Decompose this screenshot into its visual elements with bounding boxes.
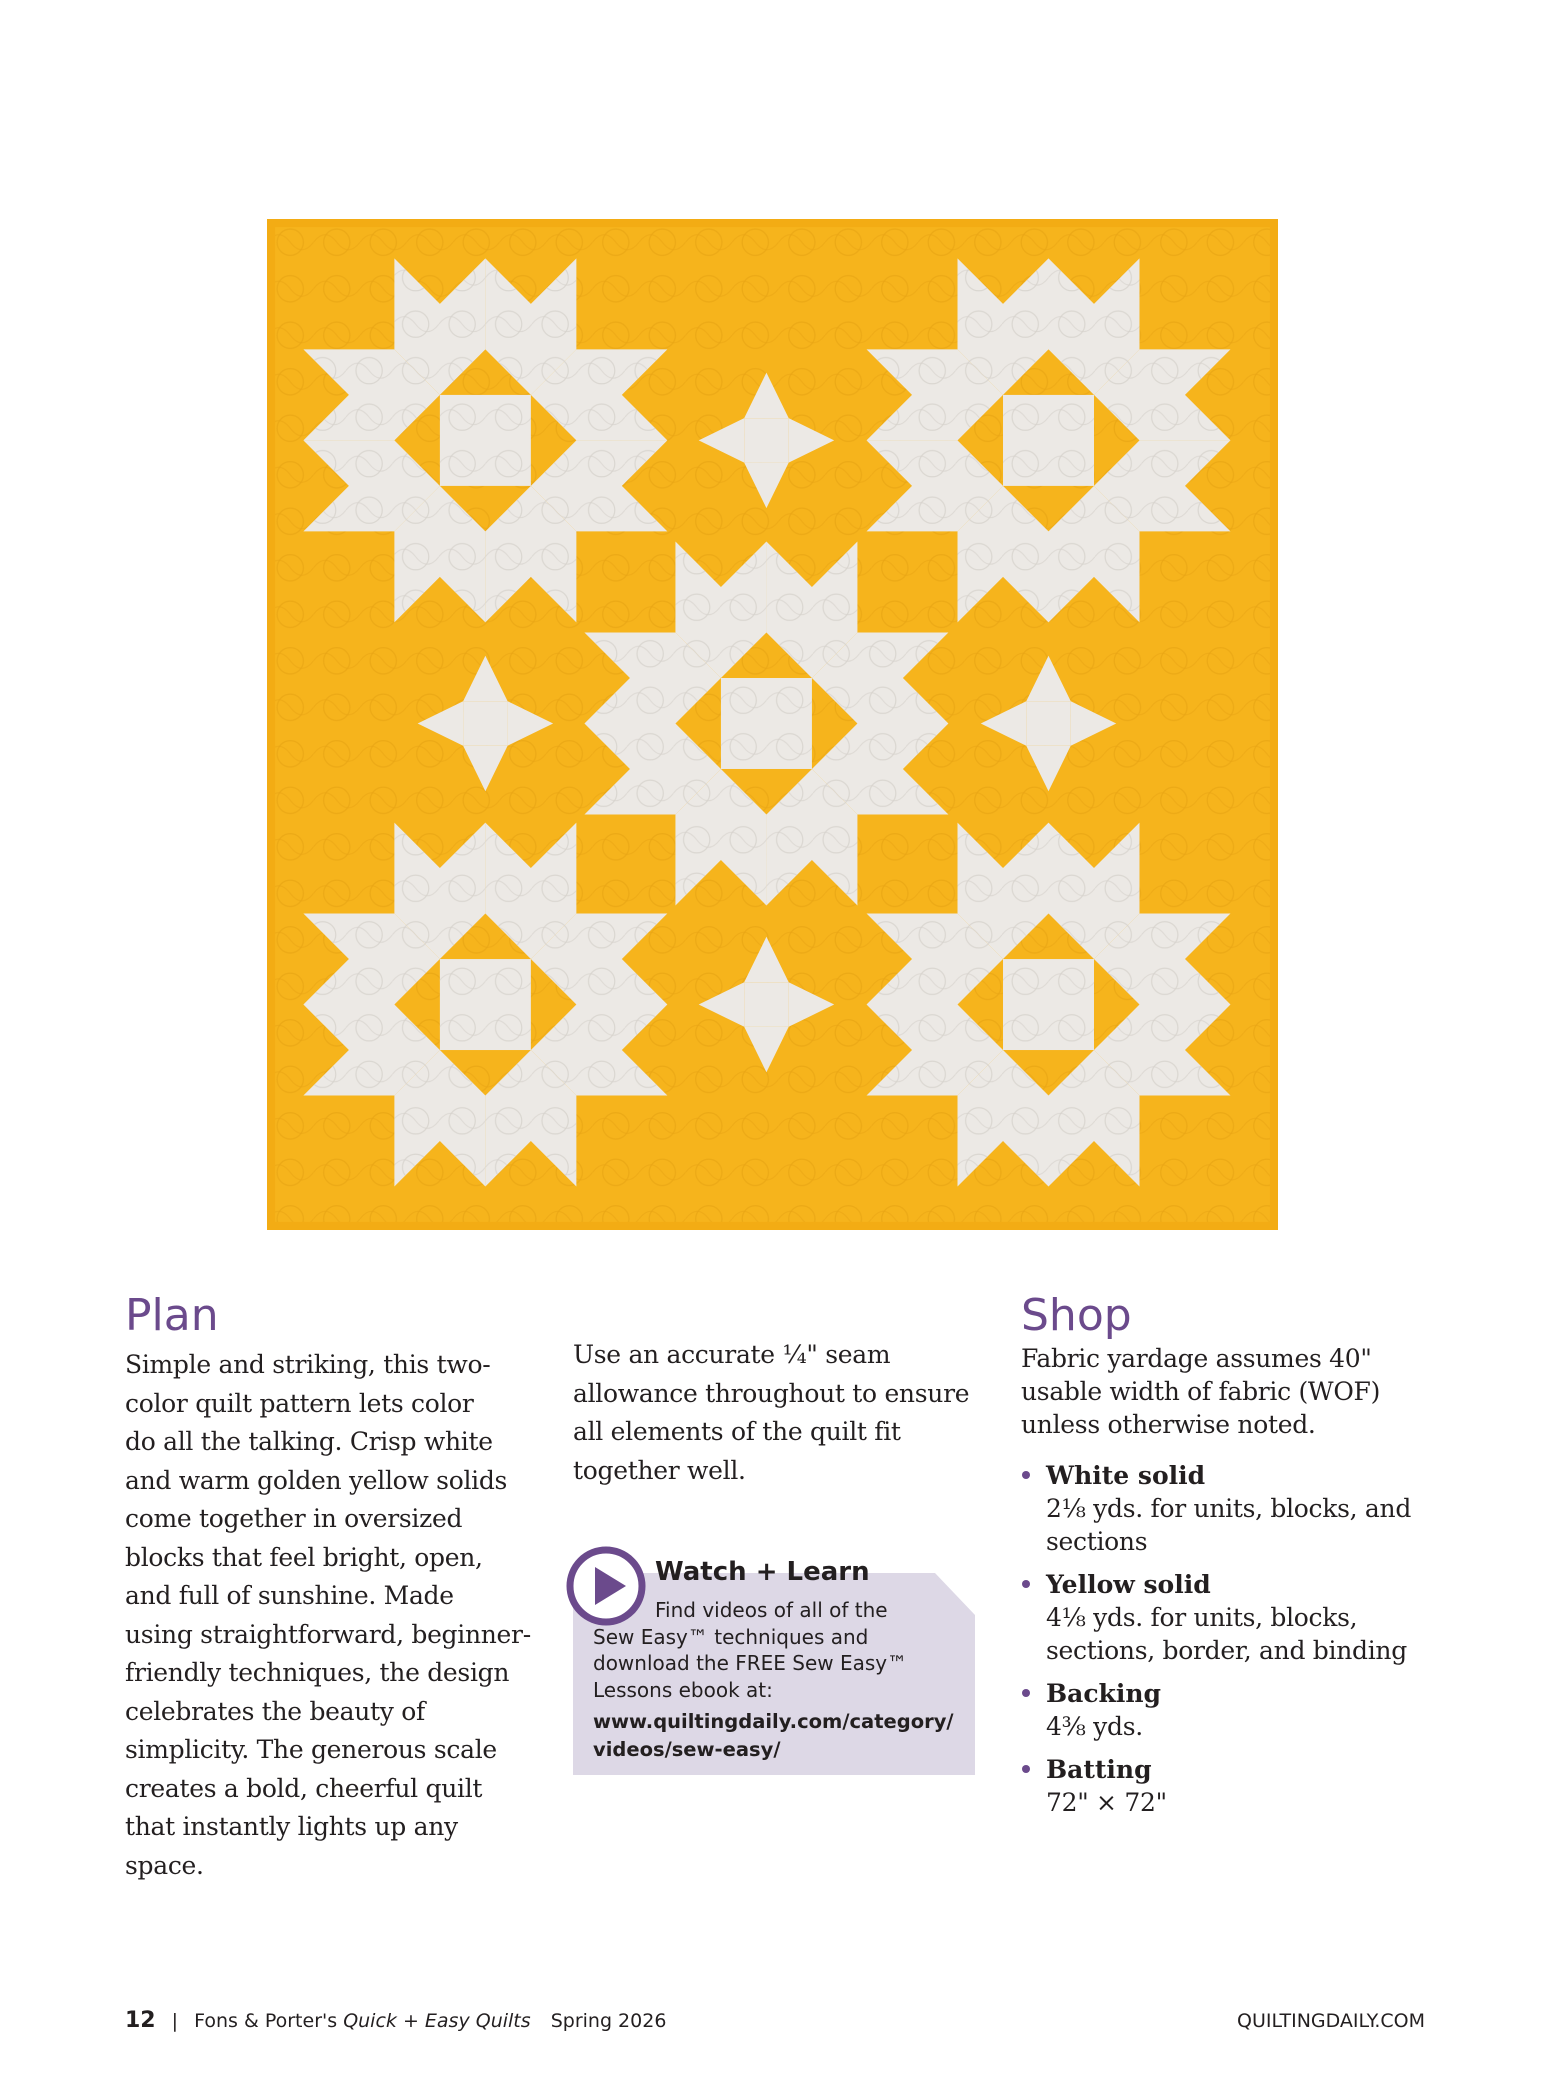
plan-line: color quilt pattern lets color xyxy=(125,1388,474,1418)
watch-learn-box xyxy=(573,1545,975,1775)
watch-text xyxy=(593,1597,963,1703)
seam-line: all elements of the quilt fit xyxy=(573,1417,901,1446)
watch-text-line: Sew Easy™ techniques and xyxy=(593,1624,869,1649)
quilt-illustration xyxy=(267,219,1278,1230)
seam-line: allowance throughout to ensure xyxy=(573,1378,970,1408)
plan-line: that instantly lights up any xyxy=(125,1812,458,1841)
plan-section xyxy=(125,1290,545,1885)
plan-heading: Plan xyxy=(125,1290,219,1341)
page-number: 12 xyxy=(125,2008,156,2033)
shop-intro-line: usable width of fabric (WOF) xyxy=(1021,1377,1381,1406)
bullet-icon xyxy=(1022,1471,1030,1479)
plan-line: using straightforward, beginner- xyxy=(125,1619,531,1649)
watch-text-line: Lessons ebook at: xyxy=(593,1677,773,1702)
issue-label: Spring 2026 xyxy=(550,2010,667,2032)
shop-item-detail: 72" × 72" xyxy=(1046,1788,1167,1817)
plan-line: simplicity. The generous scale xyxy=(125,1735,497,1764)
shop-item-detail: 4⅛ yds. for units, blocks, xyxy=(1046,1603,1358,1632)
watch-url-line[interactable]: www.quiltingdaily.com/category/ xyxy=(593,1710,954,1733)
plan-line: do all the talking. Crisp white xyxy=(125,1427,493,1456)
shop-intro-line: unless otherwise noted. xyxy=(1021,1410,1316,1439)
shop-item-name: Batting xyxy=(1046,1755,1152,1784)
plan-line: and full of sunshine. Made xyxy=(125,1581,454,1610)
shop-item xyxy=(1021,1677,1441,1743)
shop-list xyxy=(1021,1459,1441,1819)
shop-section xyxy=(1021,1290,1441,1829)
page-footer xyxy=(125,2008,1425,2033)
publisher-name: Fons & Porter's xyxy=(194,2010,338,2032)
plan-line: creates a bold, cheerful quilt xyxy=(125,1773,483,1803)
footer-separator: | xyxy=(171,2010,179,2032)
watch-text-line: download the FREE Sew Easy™ xyxy=(593,1651,908,1675)
plan-line: and warm golden yellow solids xyxy=(125,1465,508,1495)
bullet-icon xyxy=(1022,1580,1030,1588)
publication-title: Quick + Easy Quilts xyxy=(343,2010,531,2032)
watch-title: Watch + Learn xyxy=(655,1557,870,1587)
shop-item-detail: 2⅛ yds. for units, blocks, and xyxy=(1046,1494,1412,1523)
plan-line: celebrates the beauty of xyxy=(125,1696,425,1726)
shop-item-detail: sections xyxy=(1046,1527,1148,1556)
watch-url-link[interactable] xyxy=(593,1708,973,1764)
bullet-icon xyxy=(1022,1689,1030,1697)
shop-heading: Shop xyxy=(1021,1290,1132,1341)
bullet-icon xyxy=(1022,1765,1030,1773)
seam-body xyxy=(573,1336,983,1490)
watch-url-line[interactable]: videos/sew-easy/ xyxy=(593,1738,781,1761)
shop-item xyxy=(1021,1753,1441,1819)
shop-item-name: Backing xyxy=(1046,1679,1162,1708)
quilt-photo xyxy=(267,219,1278,1230)
plan-line: Simple and striking, this two- xyxy=(125,1350,491,1379)
shop-item-name: White solid xyxy=(1046,1461,1206,1490)
shop-item xyxy=(1021,1568,1441,1667)
seam-line: together well. xyxy=(573,1455,746,1485)
shop-intro xyxy=(1021,1342,1441,1441)
site-link[interactable]: QUILTINGDAILY.COM xyxy=(1237,2010,1425,2032)
seam-line: Use an accurate ¼" seam xyxy=(573,1340,891,1369)
plan-line: come together in oversized xyxy=(125,1504,463,1533)
shop-item xyxy=(1021,1459,1441,1558)
shop-item-name: Yellow solid xyxy=(1046,1570,1211,1599)
shop-item-detail: 4⅜ yds. xyxy=(1046,1712,1143,1741)
shop-item-detail: sections, border, and binding xyxy=(1046,1636,1407,1665)
seam-note xyxy=(573,1336,983,1490)
plan-line: blocks that feel bright, open, xyxy=(125,1542,483,1572)
plan-line: friendly techniques, the design xyxy=(125,1658,510,1687)
plan-body xyxy=(125,1346,545,1885)
watch-text-line: Find videos of all of the xyxy=(655,1598,888,1622)
plan-line: space. xyxy=(125,1850,204,1880)
shop-intro-line: Fabric yardage assumes 40" xyxy=(1021,1344,1372,1373)
